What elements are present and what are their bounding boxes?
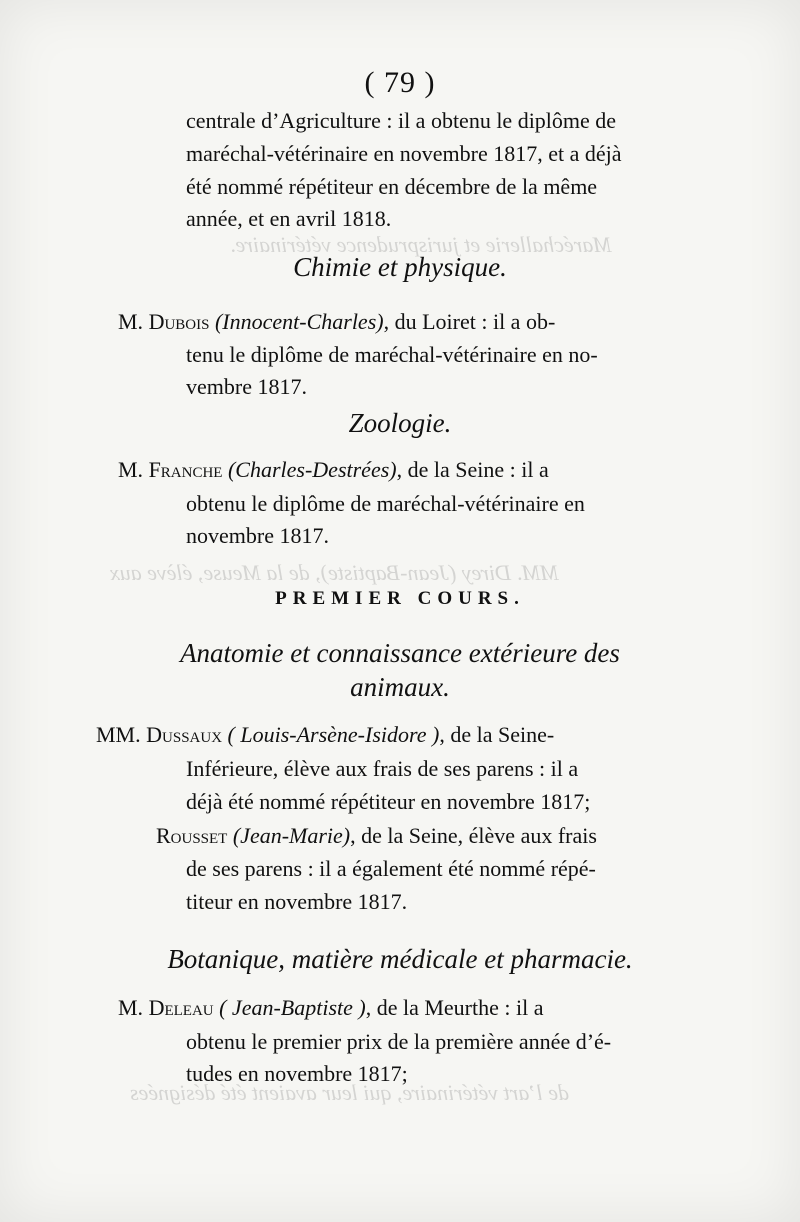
bleed-through-text: de l’art vétérinaire, qui leur avaient été désignées xyxy=(130,1080,570,1105)
text-line: novembre 1817. xyxy=(186,523,329,548)
entry-text: , du Loiret : il a ob- xyxy=(383,309,556,334)
person-given-names: (Charles-Destrées) xyxy=(227,457,397,482)
text-line: maréchal-vétérinaire en novembre 1817, et a déjà xyxy=(186,141,622,166)
course-heading: PREMIER COURS. xyxy=(275,588,525,609)
entry-prefix: M. xyxy=(118,457,144,482)
text-line: déjà été nommé répétiteur en novembre 1817; xyxy=(186,789,591,814)
person-name: Rousset xyxy=(156,823,228,848)
text-line: tudes en novembre 1817; xyxy=(186,1061,408,1086)
entry-line xyxy=(118,309,555,335)
entry-prefix: M. xyxy=(118,995,144,1020)
section-heading: Chimie et physique. xyxy=(293,252,507,282)
text-line: de ses parens : il a également été nommé répé- xyxy=(186,856,596,881)
entry-prefix: M. xyxy=(118,309,144,334)
text-line: titeur en novembre 1817. xyxy=(186,889,408,914)
person-name: Dubois xyxy=(148,309,210,334)
person-name: Deleau xyxy=(148,995,214,1020)
bleed-through-text: Maréchallerie et jurisprudence vétérinaire. xyxy=(230,232,612,257)
entry-line xyxy=(118,457,549,483)
person-name: Franche xyxy=(148,457,223,482)
text-line: obtenu le premier prix de la première année d’é- xyxy=(186,1029,612,1054)
person-name: Dussaux xyxy=(146,722,223,747)
text-line: été nommé répétiteur en décembre de la même xyxy=(186,174,598,199)
section-heading: Zoologie. xyxy=(348,408,452,438)
text-line: vembre 1817. xyxy=(186,374,307,399)
section-heading: animaux. xyxy=(350,672,450,702)
person-given-names: (Jean-Marie) xyxy=(232,823,351,848)
entry-prefix: MM. xyxy=(96,722,141,747)
entry-line xyxy=(156,823,597,849)
text-line: tenu le diplôme de maréchal-vétérinaire en no- xyxy=(186,342,598,367)
text-line: année, et en avril 1818. xyxy=(186,206,392,231)
entry-line xyxy=(96,722,554,748)
person-given-names: ( Jean-Baptiste ) xyxy=(219,995,366,1020)
section-heading: Botanique, matière médicale et pharmacie. xyxy=(167,944,633,974)
text-line: Inférieure, élève aux frais de ses parens : il a xyxy=(186,756,579,781)
page-number: ( 79 ) xyxy=(364,66,436,99)
entry-text: , de la Seine, élève aux frais xyxy=(350,823,597,848)
person-given-names: (Innocent-Charles) xyxy=(214,309,384,334)
person-given-names: ( Louis-Arsène-Isidore ) xyxy=(227,722,440,747)
section-heading: Anatomie et connaissance extérieure des xyxy=(180,638,620,668)
text-line: obtenu le diplôme de maréchal-vétérinaire en xyxy=(186,491,585,516)
entry-line xyxy=(118,995,544,1021)
entry-text: , de la Seine- xyxy=(439,722,555,747)
entry-text: , de la Seine : il a xyxy=(396,457,549,482)
text-line: centrale d’Agriculture : il a obtenu le diplôme de xyxy=(186,108,617,133)
bleed-through-text: MM. Direy (Jean-Baptiste), de la Meuse, élève aux xyxy=(110,560,559,585)
entry-text: , de la Meurthe : il a xyxy=(365,995,544,1020)
